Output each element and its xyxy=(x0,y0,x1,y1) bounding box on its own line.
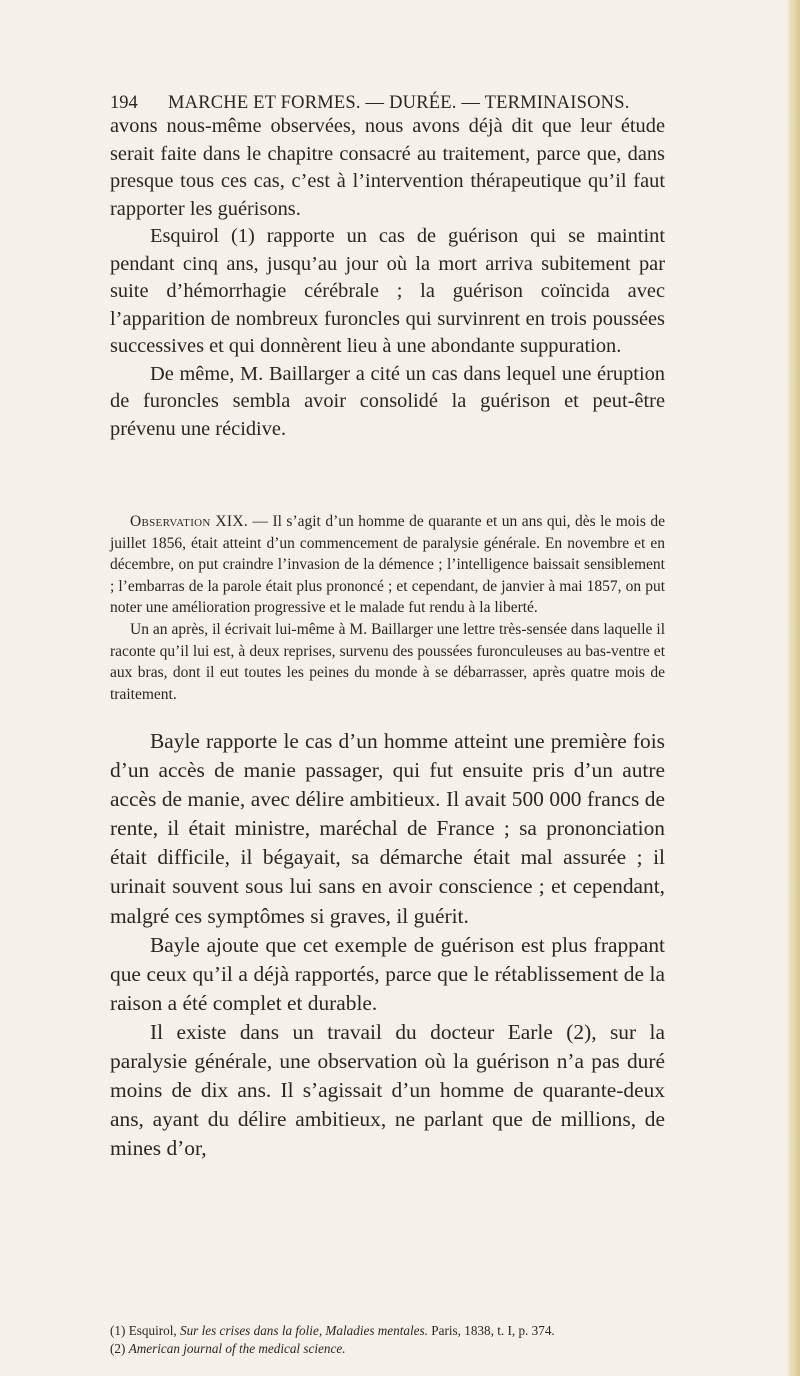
main-text-bottom xyxy=(110,727,665,1163)
observation-paragraph: Un an après, il écrivait lui-même à M. Baillarger une lettre très-sensée dans laquelle il raconte qu’il lui est, à deux reprises, survenu des poussées furonculeuses au bas-ventre et aux bras, dont il eut toutes les peines du monde à se débarrasser, après quatre mois de traitement. xyxy=(110,620,665,703)
observation-block xyxy=(110,511,665,705)
page-number: 194 xyxy=(110,93,138,113)
paragraph: avons nous-même observées, nous avons déjà dit que leur étude serait faite dans le chapitre consacré au traitement, parce que, dans presque tous ces cas, c’est à l’intervention thérapeutique qu’il faut rapporter les guérisons. xyxy=(110,115,665,220)
paragraph: Bayle rapporte le cas d’un homme atteint une première fois d’un accès de manie passager, qui fut ensuite pris d’un autre accès de manie, avec délire ambitieux. Il avait 500 000 francs de rente, il était ministre, maréchal de France ; sa prononciation était difficile, il bégayait, sa démarche était mal assurée ; il urinait souvent sous lui sans en avoir conscience ; et cependant, malgré ces symptômes si graves, il guérit. xyxy=(110,729,665,928)
running-header xyxy=(110,93,665,115)
page-edge xyxy=(786,0,800,1376)
observation-text: — Il s’agit d’un homme de quarante et un ans qui, dès le mois de juillet 1856, était atteint d’un commencement de paralysie générale. En novembre et en décembre, on put craindre l’invasion de la démence ; l’intelligence baissait sensiblement ; l’embarras de la parole était plus prononcé ; et cependant, de janvier à mai 1857, on put noter une amélioration progressive et le malade fut rendu à la liberté. xyxy=(110,513,665,617)
footnote-mark: (2) xyxy=(110,1340,129,1356)
paragraph: Bayle ajoute que cet exemple de guérison est plus frappant que ceux qu’il a déjà rapportés, parce que le rétablissement de la raison a été complet et durable. xyxy=(110,932,665,1015)
running-title: MARCHE ET FORMES. — DURÉE. — TERMINAISONS. xyxy=(168,93,630,113)
footnote-title: Sur les crises dans la folie, Maladies mentales. xyxy=(179,1323,428,1338)
footnote-details: Paris, 1838, t. I, p. 374. xyxy=(427,1323,555,1338)
observation-label: Observation XIX. xyxy=(130,513,249,530)
footnote-mark: (1) xyxy=(110,1323,129,1338)
paragraph: Esquirol (1) rapporte un cas de guérison qui se maintint pendant cinq ans, jusqu’au jour où la mort arriva subitement par suite d’hémorrhagie cérébrale ; la guérison coïncida avec l’apparition de nombreux furoncles qui survinrent en trois poussées successives et qui donnèrent lieu à une abondante suppuration. xyxy=(110,225,665,357)
paragraph: De même, M. Baillarger a cité un cas dans lequel une éruption de furoncles sembla avoir consolidé la guérison et peut-être prévenu une récidive. xyxy=(110,362,665,440)
observation-paragraph xyxy=(110,511,665,619)
paragraph: Il existe dans un travail du docteur Earle (2), sur la paralysie générale, une observation où la guérison n’a pas duré moins de dix ans. Il s’agissait d’un homme de quarante-deux ans, ayant du délire ambitieux, ne parlant que de millions, de mines d’or, xyxy=(110,1019,665,1161)
footnote-author: Esquirol, xyxy=(128,1323,180,1338)
footnotes xyxy=(110,1322,670,1357)
main-text-top xyxy=(110,113,665,443)
footnote xyxy=(110,1322,670,1340)
footnote xyxy=(110,1340,670,1358)
footnote-title: American journal of the medical science. xyxy=(128,1340,346,1356)
